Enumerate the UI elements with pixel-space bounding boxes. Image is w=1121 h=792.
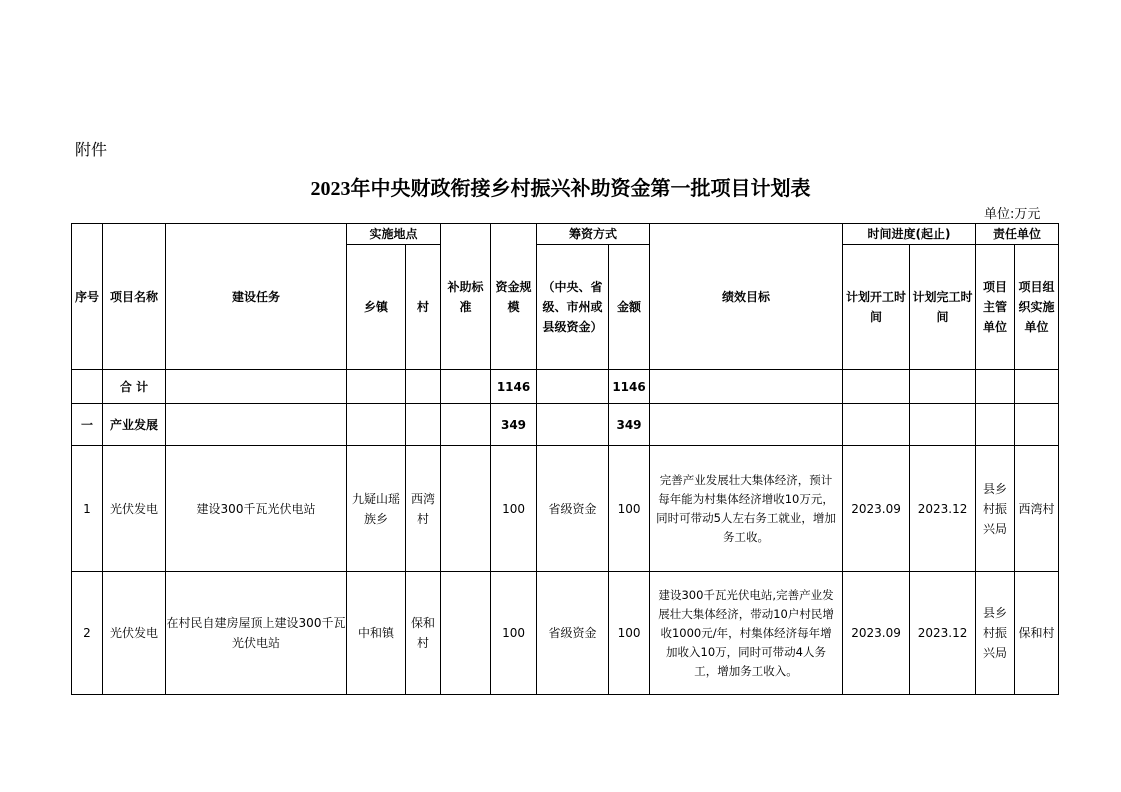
row-end: 2023.12 bbox=[910, 446, 976, 572]
header-task: 建设任务 bbox=[166, 224, 347, 370]
row-implementer: 西湾村 bbox=[1015, 446, 1059, 572]
header-goal: 绩效目标 bbox=[650, 224, 843, 370]
row-amount: 100 bbox=[609, 572, 650, 695]
row-name: 光伏发电 bbox=[103, 446, 166, 572]
header-start: 计划开工时间 bbox=[843, 245, 910, 370]
table-row bbox=[72, 446, 1059, 572]
row-standard bbox=[441, 446, 491, 572]
row-seq: 2 bbox=[72, 572, 103, 695]
header-progress: 时间进度(起止) bbox=[843, 224, 976, 245]
project-plan-table bbox=[71, 223, 1059, 695]
row-goal: 完善产业发展壮大集体经济，预计每年能为村集体经济增收10万元，同时可带动5人左右务工就业，增加务工收。 bbox=[650, 446, 843, 572]
header-responsible: 责任单位 bbox=[976, 224, 1059, 245]
row-scale: 100 bbox=[491, 572, 537, 695]
total-row bbox=[72, 370, 1059, 404]
row-authority: 县乡村振兴局 bbox=[976, 446, 1015, 572]
category-name: 产业发展 bbox=[103, 404, 166, 446]
total-amount: 1146 bbox=[609, 370, 650, 404]
row-township: 九疑山瑶族乡 bbox=[347, 446, 406, 572]
row-scale: 100 bbox=[491, 446, 537, 572]
header-implementer: 项目组织实施单位 bbox=[1015, 245, 1059, 370]
row-task: 建设300千瓦光伏电站 bbox=[166, 446, 347, 572]
row-standard bbox=[441, 572, 491, 695]
category-scale: 349 bbox=[491, 404, 537, 446]
header-name: 项目名称 bbox=[103, 224, 166, 370]
row-amount: 100 bbox=[609, 446, 650, 572]
row-township: 中和镇 bbox=[347, 572, 406, 695]
header-seq: 序号 bbox=[72, 224, 103, 370]
attachment-label: 附件 bbox=[75, 140, 108, 159]
header-funding: 筹资方式 bbox=[537, 224, 650, 245]
header-source: （中央、省级、市州或县级资金） bbox=[537, 245, 609, 370]
header-scale: 资金规模 bbox=[491, 224, 537, 370]
category-row bbox=[72, 404, 1059, 446]
row-name: 光伏发电 bbox=[103, 572, 166, 695]
header-end: 计划完工时间 bbox=[910, 245, 976, 370]
header-location: 实施地点 bbox=[347, 224, 441, 245]
row-source: 省级资金 bbox=[537, 446, 609, 572]
row-start: 2023.09 bbox=[843, 446, 910, 572]
row-source: 省级资金 bbox=[537, 572, 609, 695]
row-end: 2023.12 bbox=[910, 572, 976, 695]
header-village: 村 bbox=[406, 245, 441, 370]
row-task: 在村民自建房屋顶上建设300千瓦光伏电站 bbox=[166, 572, 347, 695]
category-amount: 349 bbox=[609, 404, 650, 446]
row-start: 2023.09 bbox=[843, 572, 910, 695]
row-authority: 县乡村振兴局 bbox=[976, 572, 1015, 695]
row-goal: 建设300千瓦光伏电站,完善产业发展壮大集体经济，带动10户村民增收1000元/年，村集体经济每年增加收入10万，同时可带动4人务工，增加务工收入。 bbox=[650, 572, 843, 695]
total-scale: 1146 bbox=[491, 370, 537, 404]
row-implementer: 保和村 bbox=[1015, 572, 1059, 695]
header-authority: 项目主管单位 bbox=[976, 245, 1015, 370]
header-standard: 补助标准 bbox=[441, 224, 491, 370]
unit-label: 单位:万元 bbox=[984, 207, 1041, 222]
row-seq: 1 bbox=[72, 446, 103, 572]
header-amount: 金额 bbox=[609, 245, 650, 370]
header-township: 乡镇 bbox=[347, 245, 406, 370]
row-village: 西湾村 bbox=[406, 446, 441, 572]
category-seq: 一 bbox=[72, 404, 103, 446]
page-title: 2023年中央财政衔接乡村振兴补助资金第一批项目计划表 bbox=[310, 178, 811, 200]
row-village: 保和村 bbox=[406, 572, 441, 695]
table-row bbox=[72, 572, 1059, 695]
total-label: 合 计 bbox=[103, 370, 166, 404]
